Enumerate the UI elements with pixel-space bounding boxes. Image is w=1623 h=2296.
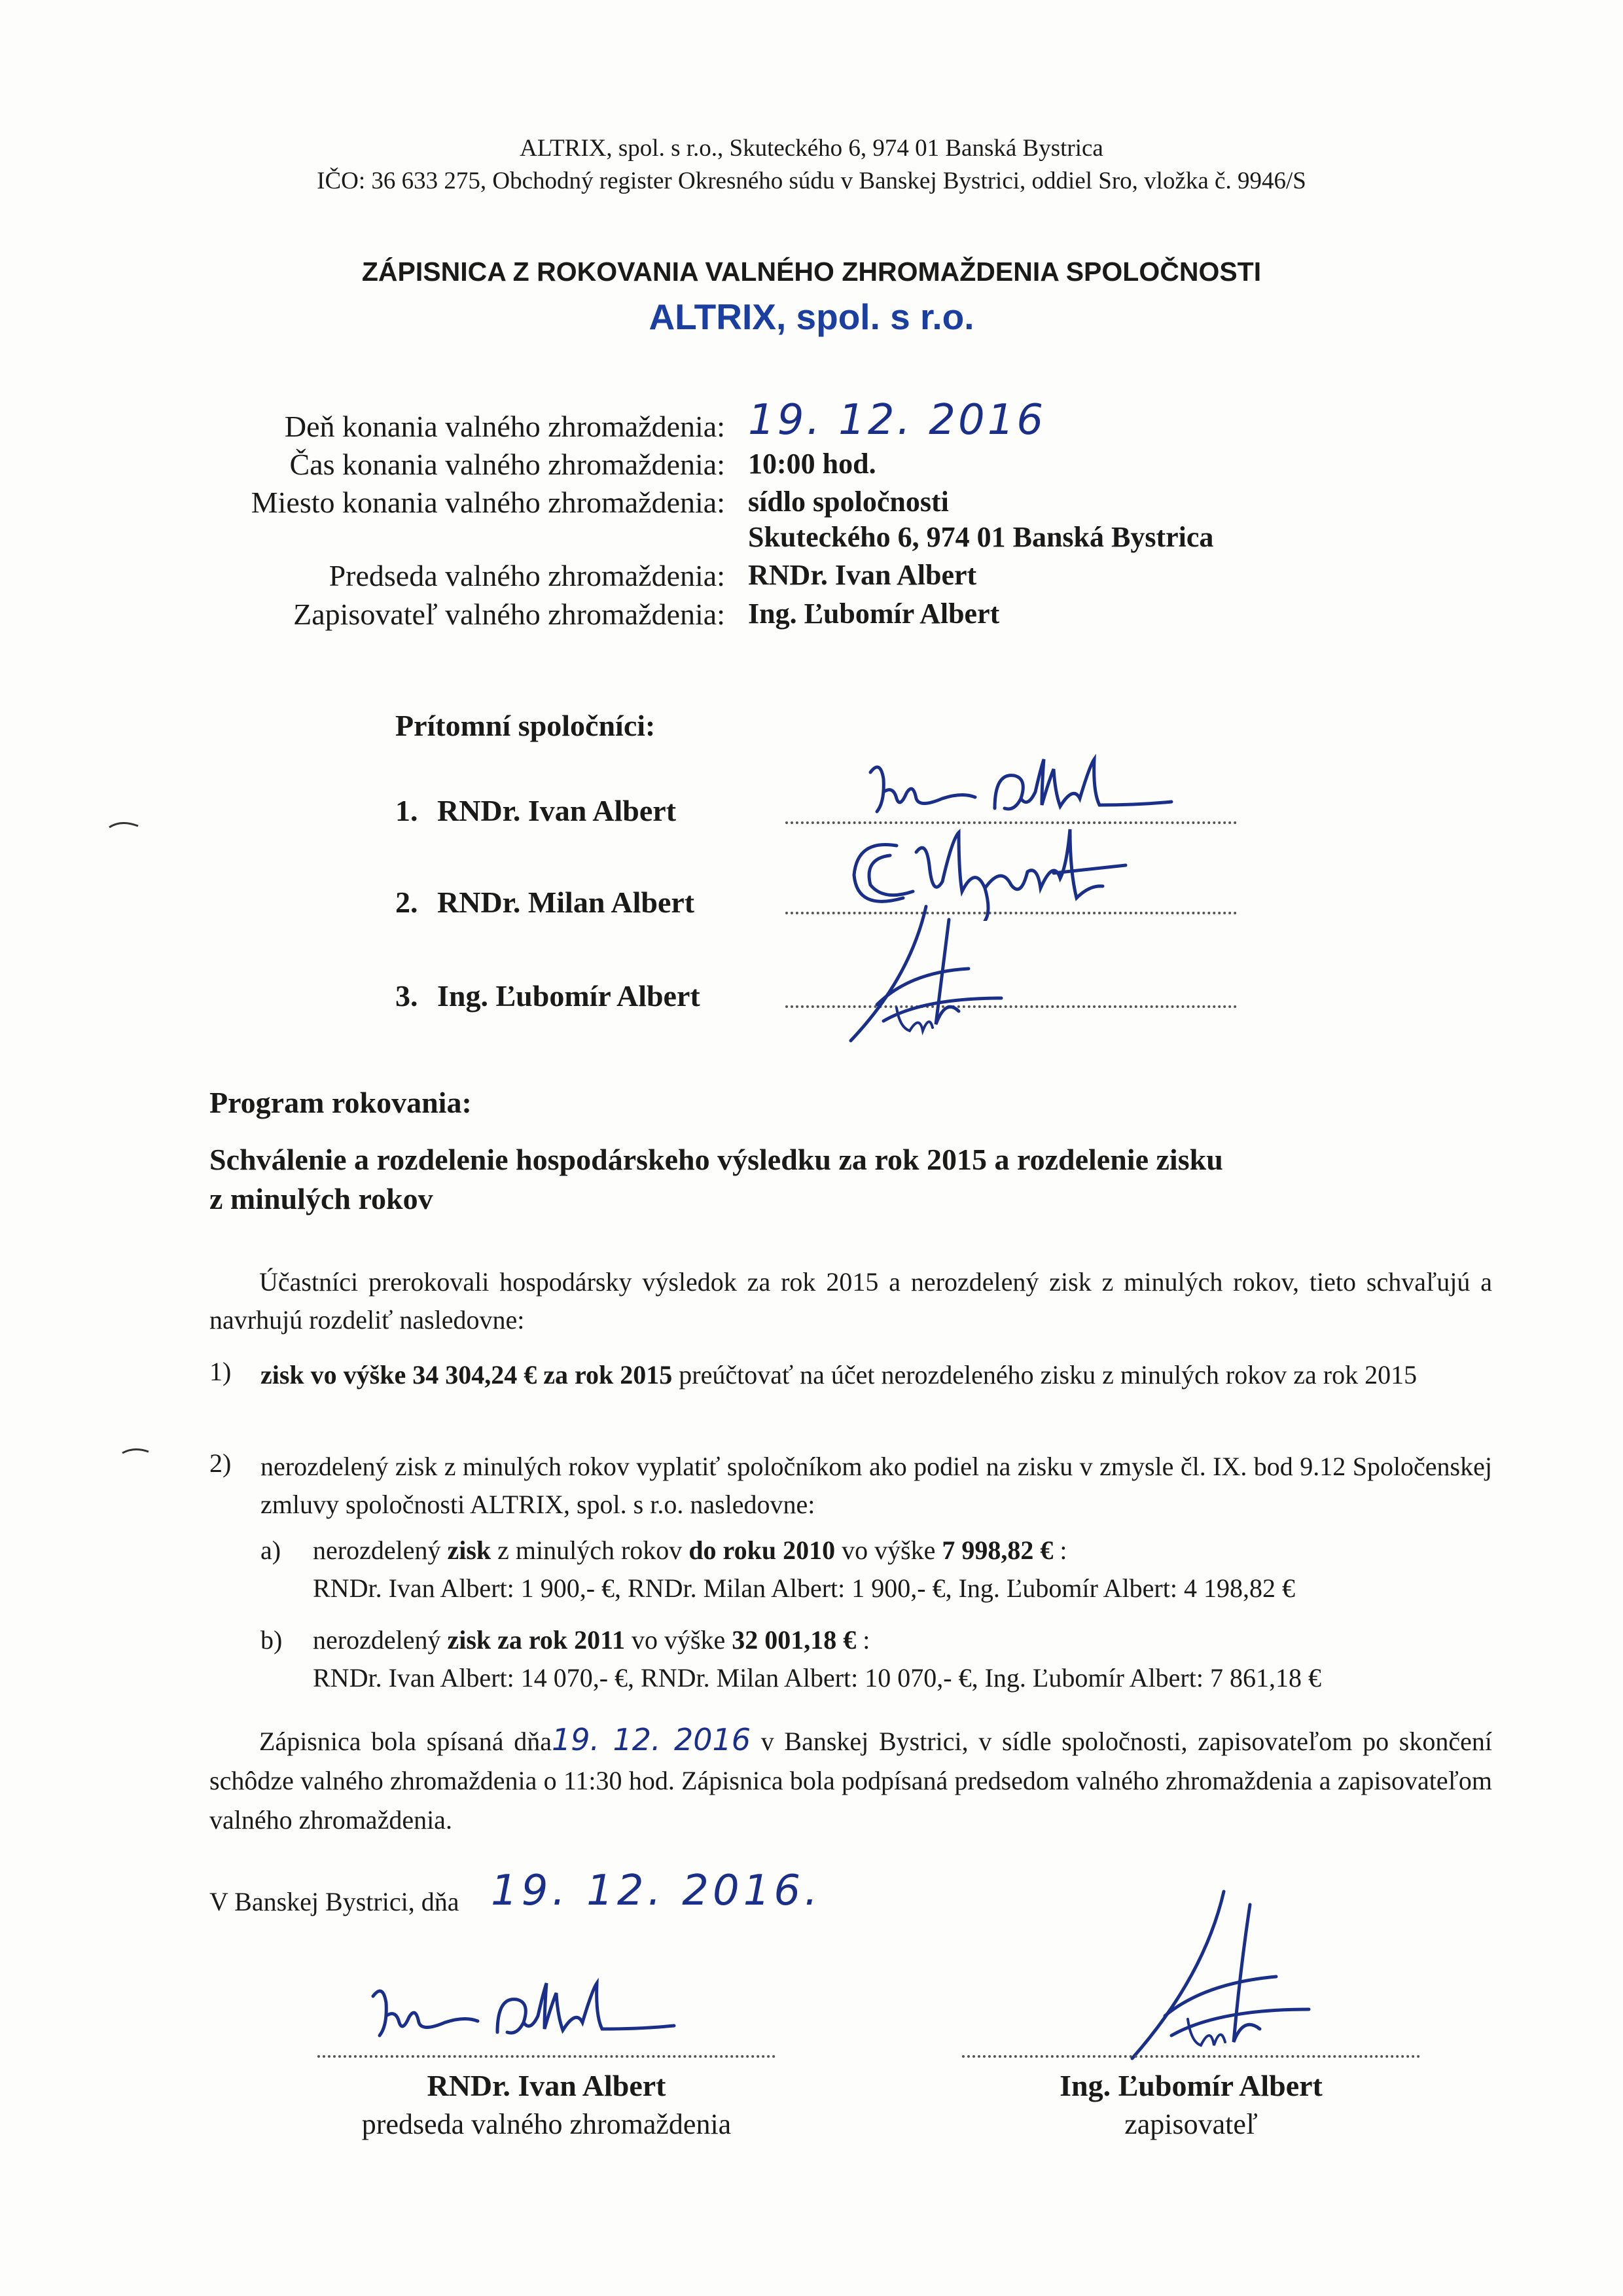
attendees-heading: Prítomní spoločníci:: [395, 709, 656, 742]
item-2-text: nerozdelený zisk z minulých rokov vyplatiť spoločníkom ako podiel na zisku v zmysle čl. IX. bod 9.12 Spoločenskej zmluvy spoločnosti ALTRIX, spol. s r.o. nasledovne:: [260, 1452, 1492, 1519]
program-intro: Účastníci prerokovali hospodársky výsledok za rok 2015 a nerozdelený zisk z minulých rokov, tieto schvaľujú a navrhujú rozdeliť nasledovne:: [209, 1267, 1492, 1335]
item-a-t2: z minulých rokov: [491, 1535, 689, 1565]
place-value: sídlo spoločnosti: [748, 486, 949, 518]
item-a-t3: vo výške: [835, 1535, 942, 1565]
attendee-2-number: 2.: [395, 886, 418, 919]
attendee-1-number: 1.: [395, 794, 418, 827]
item-b-line1: [313, 1624, 870, 1655]
program-heading: Program rokovania:: [209, 1086, 472, 1119]
margin-mark: [108, 818, 141, 831]
time-label: Čas konania valného zhromaždenia:: [289, 448, 725, 481]
signature-ivan-albert: [864, 753, 1204, 825]
item-1-number: 1): [209, 1357, 232, 1386]
item-a-number: a): [260, 1535, 281, 1565]
chairman-signature-line: [317, 2055, 776, 2058]
margin-mark: [121, 1445, 151, 1458]
recorder-role: zapisovateľ: [1124, 2108, 1258, 2140]
place-date-handwritten: 19. 12. 2016.: [491, 1867, 822, 1915]
item-a-t4: :: [1053, 1535, 1067, 1565]
item-a-b1: zisk: [447, 1535, 491, 1565]
chair-label: Predseda valného zhromaždenia:: [329, 559, 725, 592]
item-a-t1: nerozdelený: [313, 1535, 448, 1565]
program-subject-line2: z minulých rokov: [209, 1182, 433, 1215]
item-b-t3: :: [856, 1625, 870, 1655]
item-1-bold: zisk vo výške 34 304,24 € za rok 2015: [260, 1360, 673, 1390]
recorder-signature-line: [962, 2055, 1420, 2058]
item-a-b3: 7 998,82 €: [942, 1535, 1054, 1565]
chair-value: RNDr. Ivan Albert: [748, 559, 977, 591]
item-a-line1: [313, 1535, 1067, 1566]
item-2-number: 2): [209, 1448, 232, 1478]
closing-date-handwritten: 19. 12. 2016: [551, 1722, 751, 1757]
item-b-t2: vo výške: [624, 1625, 732, 1655]
signature-recorder: [1113, 1885, 1329, 2068]
attendee-3-name: Ing. Ľubomír Albert: [437, 979, 700, 1013]
place-label: Miesto konania valného zhromaždenia:: [251, 486, 725, 519]
attendee-3-number: 3.: [395, 979, 418, 1013]
attendee-1-name: RNDr. Ivan Albert: [437, 794, 677, 827]
attendee-2-name: RNDr. Milan Albert: [437, 886, 695, 919]
item-b-line2: RNDr. Ivan Albert: 14 070,- €, RNDr. Milan Albert: 10 070,- €, Ing. Ľubomír Albert: 7 861,18 €: [313, 1663, 1321, 1693]
item-a-b2: do roku 2010: [688, 1535, 836, 1565]
item-1-text: [260, 1356, 1492, 1394]
place-address: Skuteckého 6, 974 01 Banská Bystrica: [748, 521, 1214, 553]
signature-chairman: [366, 1977, 707, 2049]
document-title: ZÁPISNICA Z ROKOVANIA VALNÉHO ZHROMAŽDENIA SPOLOČNOSTI: [361, 257, 1262, 287]
item-b-t1: nerozdelený: [313, 1625, 448, 1655]
item-a-line2: RNDr. Ivan Albert: 1 900,- €, RNDr. Milan Albert: 1 900,- €, Ing. Ľubomír Albert: 4 198,82 €: [313, 1573, 1295, 1603]
recorder-label: Zapisovateľ valného zhromaždenia:: [293, 598, 725, 631]
item-b-b1: zisk za rok 2011: [447, 1625, 625, 1655]
company-address-line: ALTRIX, spol. s r.o., Skuteckého 6, 974 01 Banská Bystrica: [520, 135, 1103, 162]
program-subject-line1: Schválenie a rozdelenie hospodárskeho výsledku za rok 2015 a rozdelenie zisku: [209, 1143, 1223, 1176]
closing-text-1: Zápisnica bola spísaná dňa: [259, 1727, 552, 1756]
item-b-number: b): [260, 1625, 283, 1655]
item-b-b2: 32 001,18 €: [732, 1625, 857, 1655]
chairman-name: RNDr. Ivan Albert: [427, 2069, 666, 2102]
recorder-name: Ing. Ľubomír Albert: [1060, 2069, 1323, 2102]
recorder-value: Ing. Ľubomír Albert: [748, 598, 1000, 630]
time-value: 10:00 hod.: [748, 448, 876, 480]
item-1-rest: preúčtovať na účet nerozdeleného zisku z minulých rokov za rok 2015: [672, 1360, 1418, 1390]
signature-lubomir-albert: [838, 900, 1034, 1050]
date-value-handwritten: 19. 12. 2016: [748, 396, 1046, 444]
company-registration-line: IČO: 36 633 275, Obchodný register Okresného súdu v Banskej Bystrici, oddiel Sro, vložka č. 9946/S: [317, 168, 1306, 194]
date-label: Deň konania valného zhromaždenia:: [284, 410, 725, 443]
company-title: ALTRIX, spol. s r.o.: [649, 296, 974, 337]
place-date-label: V Banskej Bystrici, dňa: [209, 1887, 459, 1916]
closing-paragraph: [209, 1720, 1492, 1840]
closing-text-2: v Banskej Bystrici, v sídle spoločnosti, zapisovateľom po skončení schôdze valného zhromaždenia o 11:30 hod. Zápisnica bola podpísaná predsedom valného zhromaždenia a zapisovateľom valného zhromaždenia.: [209, 1727, 1492, 1835]
chairman-role: predseda valného zhromaždenia: [361, 2108, 732, 2140]
